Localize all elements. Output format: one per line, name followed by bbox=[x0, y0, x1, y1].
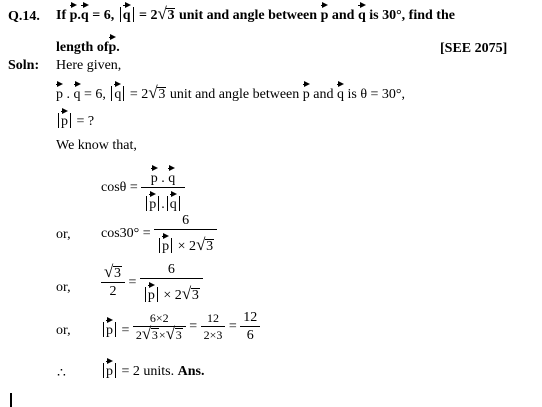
vector-p: p bbox=[70, 0, 78, 23]
root3-line: √ 3 2 = 6 p × 2 √ 3 bbox=[101, 262, 203, 304]
vector-q-magnitude: q bbox=[123, 0, 131, 23]
result-line: p = 2 units. Ans. bbox=[101, 356, 204, 380]
equals-six: = 6, bbox=[92, 8, 115, 23]
if-word: If bbox=[56, 8, 67, 23]
question-label: Q.14. bbox=[8, 9, 40, 24]
question-line-1: If p.q = 6, q = 2 √ 3 unit and angle between p and q is 30°, find the bbox=[56, 0, 455, 24]
fraction-pq: $\frac{p . q}{p . q}$ bbox=[141, 163, 185, 213]
sqrt-3: √ 3 bbox=[157, 4, 175, 23]
given-line: p . q = 6, q = 2 √ 3 unit and angle between p and q is θ = 30°, bbox=[56, 79, 405, 103]
source-tag: [SEE 2075] bbox=[440, 41, 508, 56]
we-know: We know that, bbox=[56, 138, 137, 153]
p-magnitude-line: p = 6×2 2 √ 3× √ 3 = $\frac{12}{2\times 3}$ = $\frac{12}{6}$ bbox=[101, 310, 260, 344]
therefore-symbol: ∴ bbox=[57, 366, 66, 381]
text-cursor bbox=[10, 393, 12, 407]
here-given: Here given, bbox=[56, 58, 122, 73]
unknown-line: p = ? bbox=[56, 106, 94, 130]
vector-q: q bbox=[81, 0, 89, 23]
cos30-line: cos30° = 6 p × 2 √ 3 bbox=[101, 213, 217, 255]
cos-theta-formula: cosθ = $\frac{p . q}{p . q}$ bbox=[101, 163, 185, 213]
question-line-2: length ofp. bbox=[56, 32, 120, 56]
solution-label: Soln: bbox=[8, 58, 40, 73]
